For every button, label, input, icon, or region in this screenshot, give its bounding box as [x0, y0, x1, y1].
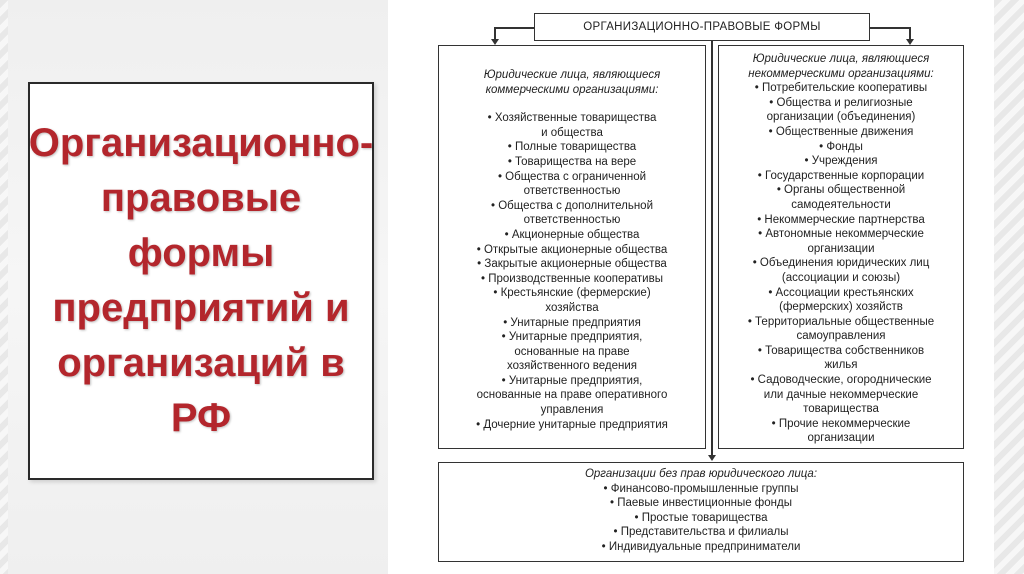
arrow-down-icon: [708, 455, 716, 461]
list-item: • Автономные некоммерческие организации: [758, 228, 924, 255]
list-item: • Паевые инвестиционные фонды: [610, 497, 792, 510]
list-item: • Учреждения: [804, 155, 878, 168]
list-item: • Органы общественной самодеятельности: [776, 184, 906, 211]
list-item: • Закрытые акционерные общества: [477, 258, 667, 271]
list-item: • Представительства и филиалы: [613, 526, 789, 539]
list-item: • Акционерные общества: [504, 228, 640, 241]
decorative-stripes-right: [994, 0, 1024, 574]
list-item: • Некоммерческие партнерства: [757, 213, 925, 226]
list-item: • Хозяйственные товарищества и общества: [487, 112, 657, 139]
list-item: • Унитарные предприятия: [503, 316, 641, 329]
list-item: • Унитарные предприятия, основанные на праве хозяйственного ведения: [501, 331, 643, 373]
list-item: • Общественные движения: [768, 125, 914, 138]
org-forms-diagram: [398, 0, 992, 574]
connector-line: [711, 41, 713, 456]
list-item: • Крестьянские (фермерские) хозяйства: [493, 287, 651, 314]
list-item: • Общества с дополнительной ответственностью: [491, 199, 653, 227]
list-item: • Товарищества собственников жилья: [757, 344, 925, 372]
list-item: • Индивидуальные предприниматели: [601, 540, 801, 553]
list-item: • Прочие некоммерческие организации: [771, 417, 911, 445]
commercial-heading: Юридические лица, являющиеся коммерческими организациями:: [483, 69, 661, 96]
list-item: • Производственные кооперативы: [481, 272, 663, 285]
list-item: • Ассоциации крестьянских (фермерских) хозяйств: [768, 286, 914, 314]
list-item: • Потребительские кооперативы: [754, 82, 928, 95]
diagram-title: ОРГАНИЗАЦИОННО-ПРАВОВЫЕ ФОРМЫ: [583, 20, 821, 33]
no-legal-entity-heading: Организации без прав юридического лица:: [584, 468, 818, 480]
list-item: • Финансово-промышленные группы: [603, 482, 799, 495]
list-item: • Государственные корпорации: [757, 169, 925, 182]
list-item: • Фонды: [819, 140, 863, 153]
list-item: • Открытые акционерные общества: [476, 243, 668, 256]
list-item: • Общества и религиозные организации (объединения): [766, 96, 916, 124]
commercial-orgs-box: [438, 45, 706, 449]
list-item: • Унитарные предприятия, основанные на праве оперативного управления: [476, 374, 668, 417]
no-legal-entity-box: [438, 462, 964, 562]
slide-title: Организационно- правовые формы предприятий и организаций в РФ: [28, 121, 374, 440]
slide-title-box: [28, 82, 374, 480]
noncommercial-orgs-box: [718, 45, 964, 449]
list-item: • Простые товарищества: [634, 511, 768, 524]
connector-line: [494, 27, 534, 29]
noncommercial-heading: Юридические лица, являющиеся некоммерческими организациями:: [748, 53, 934, 80]
list-item: • Товарищества на вере: [507, 155, 637, 168]
list-item: • Территориальные общественные самоуправления: [747, 315, 935, 343]
diagram-title-box: [534, 13, 870, 41]
list-item: • Полные товарищества: [507, 141, 637, 154]
connector-line: [870, 27, 910, 29]
list-item: • Садоводческие, огороднические или дачные некоммерческие товарищества: [750, 374, 932, 416]
list-item: • Общества с ограниченной ответственностью: [497, 170, 647, 198]
list-item: • Объединения юридических лиц (ассоциации и союзы): [752, 257, 930, 284]
list-item: • Дочерние унитарные предприятия: [476, 418, 668, 431]
